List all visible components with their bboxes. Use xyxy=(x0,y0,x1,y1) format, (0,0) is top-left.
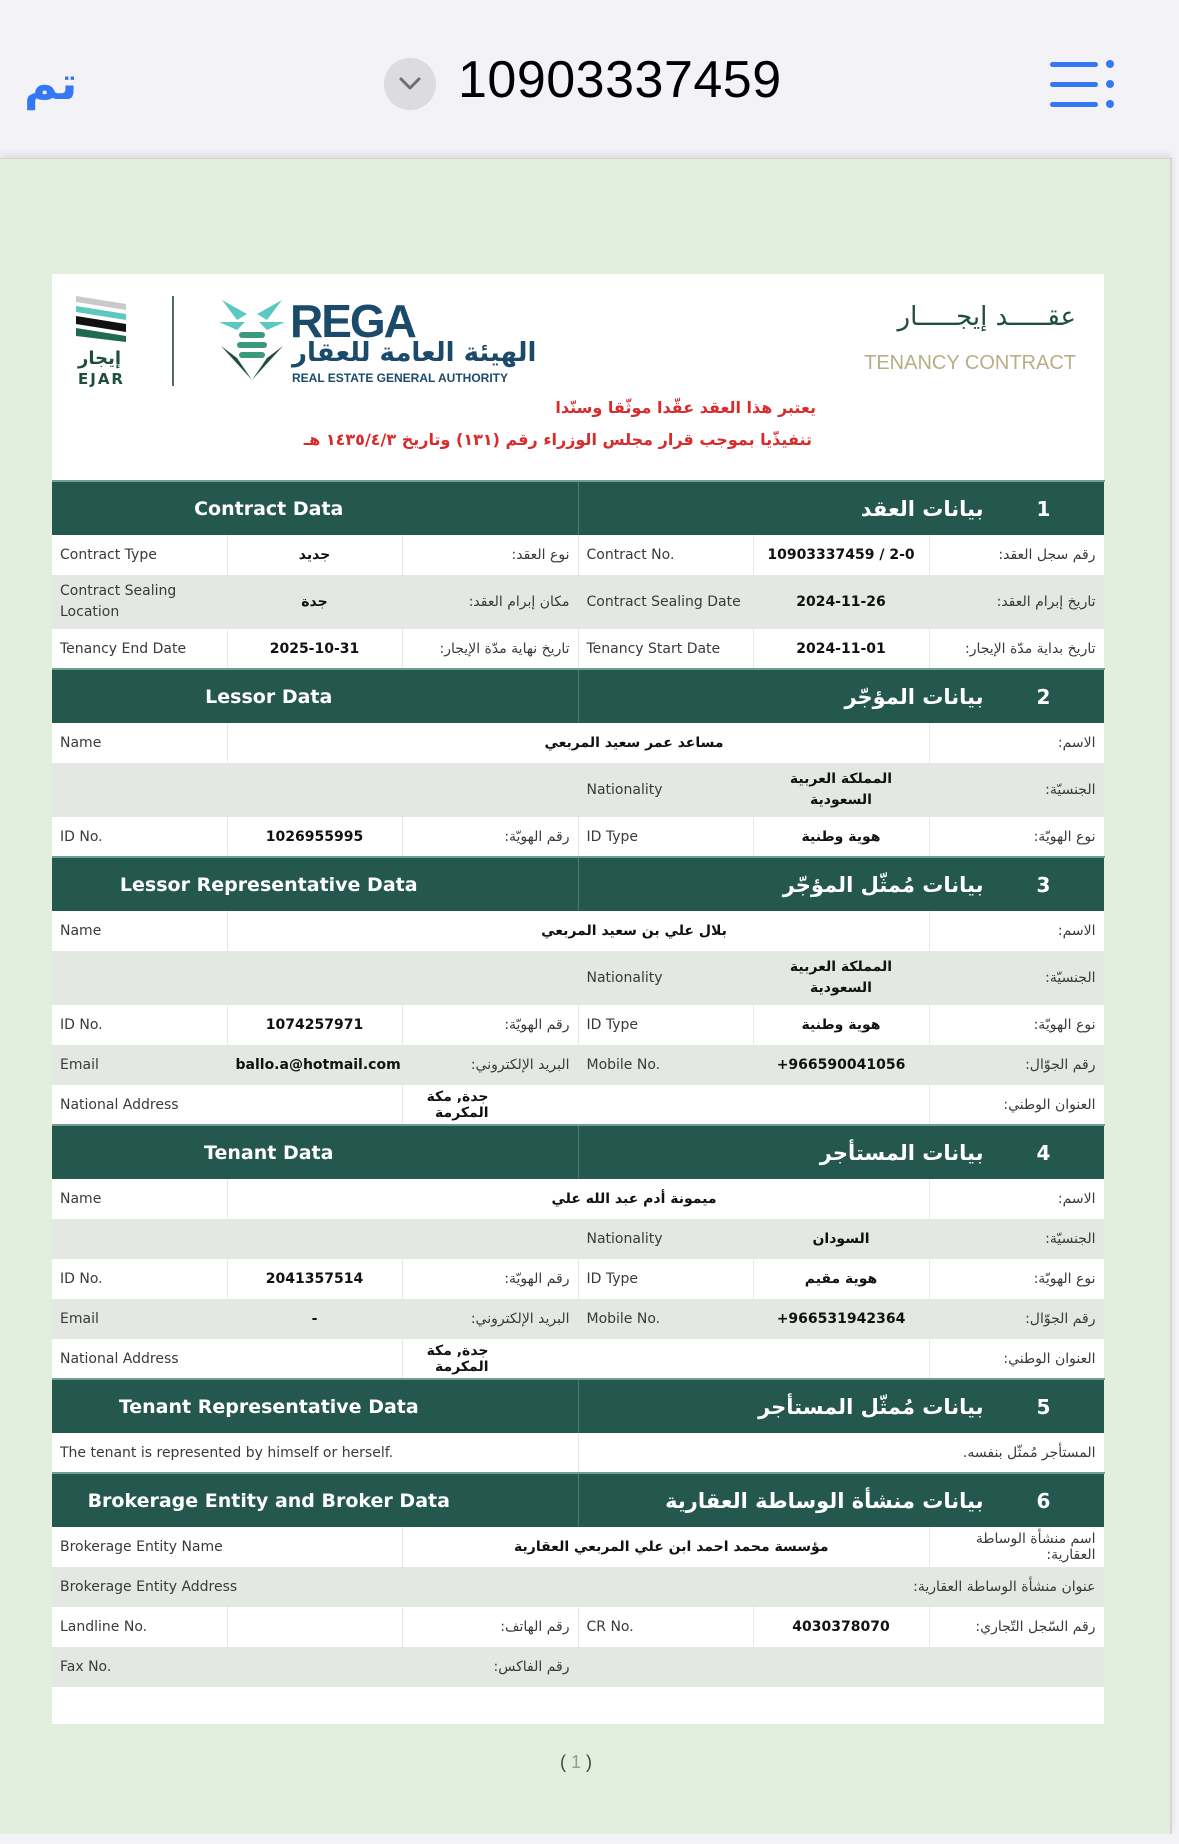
field-label-ar: الاسم: xyxy=(929,1179,1104,1219)
tenant-mobile-value[interactable]: +966531942364 xyxy=(753,1299,929,1339)
field-label-en: Name xyxy=(52,911,227,951)
list-menu-button[interactable] xyxy=(1048,58,1118,110)
section-number: 2 xyxy=(1036,684,1051,709)
section-header-lessor xyxy=(52,669,1104,723)
field-label-ar: العنوان الوطني: xyxy=(929,1339,1104,1379)
section-header-tenant xyxy=(52,1125,1104,1179)
field-label-en: Email xyxy=(52,1299,227,1339)
table-row xyxy=(52,1339,1104,1379)
tenant-email-value: - xyxy=(227,1299,402,1339)
field-label-en: ID Type xyxy=(578,817,753,857)
brokerage-fax-value xyxy=(227,1647,402,1687)
section-title-ar: بيانات المستأجر xyxy=(819,1140,984,1165)
rega-palm-icon xyxy=(217,296,287,382)
field-label-en: Tenancy Start Date xyxy=(578,629,753,669)
ejar-logo-ar: إيجار xyxy=(78,348,122,369)
rega-logo-en: REGA xyxy=(290,295,415,347)
section-header-tenant-rep xyxy=(52,1379,1104,1433)
field-label-ar: رقم السّجل التّجاري: xyxy=(929,1607,1104,1647)
table-row xyxy=(52,1005,1104,1045)
section-title-en: Brokerage Entity and Broker Data xyxy=(52,1473,578,1527)
section-title-ar: بيانات منشأة الوساطة العقارية xyxy=(665,1488,984,1513)
page-number-value: 1 xyxy=(571,1752,582,1772)
field-label-en: National Address xyxy=(52,1085,402,1125)
contract-title-ar: عقـــــد إيجـــــار xyxy=(897,302,1076,332)
section-number: 4 xyxy=(1036,1140,1051,1165)
field-label-ar: رقم الهويّة: xyxy=(402,1005,578,1045)
lessor-name-value: مساعد عمر سعيد المربعي xyxy=(227,723,929,763)
table-row xyxy=(52,1647,1104,1687)
field-label-en: Contract No. xyxy=(578,535,753,575)
field-label-en: Tenancy End Date xyxy=(52,629,227,669)
field-label-ar: العنوان الوطني: xyxy=(929,1085,1104,1125)
table-row xyxy=(52,1085,1104,1125)
field-label-en: Landline No. xyxy=(52,1607,227,1647)
field-label-ar: تاريخ إبرام العقد: xyxy=(929,575,1104,629)
rega-logo-ar: الهيئة العامة للعقار xyxy=(292,338,537,368)
table-row xyxy=(52,1567,1104,1607)
section-number: 5 xyxy=(1036,1394,1051,1419)
table-row xyxy=(52,1607,1104,1647)
legal-notice-line1: يعتبر هذا العقد عقّدا موثّقا وسنّدا xyxy=(555,398,816,417)
field-label-ar: الجنسيّة: xyxy=(929,951,1104,1005)
rega-logo-subtitle: REAL ESTATE GENERAL AUTHORITY xyxy=(292,371,509,385)
end-date-value: 2025-10-31 xyxy=(227,629,402,669)
section-header-contract xyxy=(52,481,1104,535)
field-label-ar: رقم سجل العقد: xyxy=(929,535,1104,575)
section-title-ar: بيانات مُمثّل المؤجّر xyxy=(782,872,984,897)
table-row xyxy=(52,1219,1104,1259)
field-label-ar: نوع الهويّة: xyxy=(929,1259,1104,1299)
lessor-rep-email-value[interactable]: ballo.a@hotmail.com xyxy=(227,1045,402,1085)
field-label-en: Name xyxy=(52,1179,227,1219)
logo-divider xyxy=(172,296,174,386)
field-label-en: Contract Sealing Location xyxy=(52,575,227,629)
brokerage-landline-value xyxy=(227,1607,402,1647)
contract-page xyxy=(52,274,1104,1724)
contract-type-value: جديد xyxy=(227,535,402,575)
tenant-rep-note-ar: المستأجر مُمثّل بنفسه. xyxy=(578,1433,1104,1473)
contract-title-en: TENANCY CONTRACT xyxy=(864,352,1076,374)
tenant-name-value: ميمونة أدم عبد الله علي xyxy=(227,1179,929,1219)
tenant-address-value: جدة, مكة المكرمة xyxy=(402,1339,929,1379)
field-label-en: Nationality xyxy=(578,951,753,1005)
section-number: 1 xyxy=(1036,496,1051,521)
section-title-en: Lessor Data xyxy=(52,669,578,723)
section-header-lessor-rep xyxy=(52,857,1104,911)
table-row xyxy=(52,951,1104,1005)
field-label-en: Mobile No. xyxy=(578,1299,753,1339)
lessor-rep-nationality-value: المملكة العربية السعودية xyxy=(753,951,929,1005)
top-bar xyxy=(0,0,1179,158)
table-row xyxy=(52,911,1104,951)
field-label-en: ID No. xyxy=(52,817,227,857)
contract-header xyxy=(52,274,1104,480)
brokerage-name-value: مؤسسة محمد احمد ابن علي المربعي العقارية xyxy=(402,1527,929,1567)
table-row xyxy=(52,629,1104,669)
section-header-brokerage xyxy=(52,1473,1104,1527)
tenant-id-type-value: هوية مقيم xyxy=(753,1259,929,1299)
field-label-ar: رقم الجوّال: xyxy=(929,1045,1104,1085)
field-label-ar: الجنسيّة: xyxy=(929,763,1104,817)
field-label-en: Nationality xyxy=(578,763,753,817)
field-label-en: Brokerage Entity Address xyxy=(52,1567,402,1607)
section-title-ar: بيانات العقد xyxy=(860,496,984,521)
sealing-date-value: 2024-11-26 xyxy=(753,575,929,629)
title-menu-button[interactable] xyxy=(384,58,436,110)
field-label-en: Fax No. xyxy=(52,1647,227,1687)
tenant-rep-note-en: The tenant is represented by himself or herself. xyxy=(52,1433,578,1473)
field-label-ar: نوع الهويّة: xyxy=(929,817,1104,857)
table-row xyxy=(52,1527,1104,1567)
table-row xyxy=(52,817,1104,857)
lessor-rep-name-value: بلال علي بن سعيد المربعي xyxy=(227,911,929,951)
lessor-rep-mobile-value[interactable]: +966590041056 xyxy=(753,1045,929,1085)
section-number: 6 xyxy=(1036,1488,1051,1513)
field-label-en: Brokerage Entity Name xyxy=(52,1527,402,1567)
done-button[interactable]: تم xyxy=(24,56,78,110)
lessor-rep-id-value: 1074257971 xyxy=(227,1005,402,1045)
field-label-ar: اسم منشأة الوساطة العقارية: xyxy=(929,1527,1104,1567)
table-row xyxy=(52,1045,1104,1085)
table-row xyxy=(52,723,1104,763)
field-label-en: Mobile No. xyxy=(578,1045,753,1085)
field-label-ar: تاريخ نهاية مدّة الإيجار: xyxy=(402,629,578,669)
table-row xyxy=(52,575,1104,629)
sealing-location-value: جدة xyxy=(227,575,402,629)
field-label-ar: البريد الإلكتروني: xyxy=(402,1045,578,1085)
contract-number-value: 10903337459 / 2-0 xyxy=(753,535,929,575)
legal-notice-line2: تنفيذّيا بموجب قرار مجلس الوزراء رقم (١٣١) وتاريخ ١٤٣٥/٤/٣ هـ xyxy=(303,430,812,449)
section-title-ar: بيانات المؤجّر xyxy=(844,684,984,709)
field-label-ar: الاسم: xyxy=(929,723,1104,763)
section-title-en: Contract Data xyxy=(52,481,578,535)
field-label-ar: رقم الهاتف: xyxy=(402,1607,578,1647)
field-label-en: ID Type xyxy=(578,1259,753,1299)
tenant-nationality-value: السودان xyxy=(753,1219,929,1259)
field-label-ar: رقم الفاكس: xyxy=(402,1647,578,1687)
table-row xyxy=(52,535,1104,575)
field-label-en: Name xyxy=(52,723,227,763)
document-title: 10903337459 xyxy=(458,51,782,109)
field-label-ar: مكان إبرام العقد: xyxy=(402,575,578,629)
lessor-rep-address-value: جدة, مكة المكرمة xyxy=(402,1085,929,1125)
start-date-value: 2024-11-01 xyxy=(753,629,929,669)
contract-table xyxy=(52,480,1105,1687)
field-label-ar: نوع الهويّة: xyxy=(929,1005,1104,1045)
section-title-en: Tenant Representative Data xyxy=(52,1379,578,1433)
section-title-en: Lessor Representative Data xyxy=(52,857,578,911)
field-label-en: CR No. xyxy=(578,1607,753,1647)
field-label-ar: رقم الهويّة: xyxy=(402,817,578,857)
ejar-logo-en: EJAR xyxy=(78,370,125,388)
table-row xyxy=(52,763,1104,817)
field-label-ar: الاسم: xyxy=(929,911,1104,951)
field-label-en: Contract Type xyxy=(52,535,227,575)
field-label-ar: نوع العقد: xyxy=(402,535,578,575)
lessor-id-value: 1026955995 xyxy=(227,817,402,857)
field-label-ar: الجنسيّة: xyxy=(929,1219,1104,1259)
table-row xyxy=(52,1433,1104,1473)
field-label-en: ID No. xyxy=(52,1005,227,1045)
field-label-ar: رقم الجوّال: xyxy=(929,1299,1104,1339)
brokerage-address-value xyxy=(402,1567,753,1607)
lessor-nationality-value: المملكة العربية السعودية xyxy=(753,763,929,817)
field-label-en: ID Type xyxy=(578,1005,753,1045)
field-label-en: National Address xyxy=(52,1339,402,1379)
table-row xyxy=(52,1299,1104,1339)
brokerage-cr-value: 4030378070 xyxy=(753,1607,929,1647)
field-label-en: Nationality xyxy=(578,1219,753,1259)
field-label-ar: عنوان منشأة الوساطة العقارية: xyxy=(753,1567,1104,1607)
page-number: ( 1 ) xyxy=(560,1752,593,1772)
table-row xyxy=(52,1179,1104,1219)
list-menu-icon xyxy=(1048,58,1118,110)
table-row xyxy=(52,1259,1104,1299)
field-label-ar: تاريخ بداية مدّة الإيجار: xyxy=(929,629,1104,669)
field-label-en: Email xyxy=(52,1045,227,1085)
field-label-en: Contract Sealing Date xyxy=(578,575,753,629)
tenant-id-value: 2041357514 xyxy=(227,1259,402,1299)
section-title-en: Tenant Data xyxy=(52,1125,578,1179)
chevron-down-icon xyxy=(398,76,422,92)
lessor-id-type-value: هوية وطنية xyxy=(753,817,929,857)
lessor-rep-id-type-value: هوية وطنية xyxy=(753,1005,929,1045)
section-title-ar: بيانات مُمثّل المستأجر xyxy=(758,1394,984,1419)
section-number: 3 xyxy=(1036,872,1051,897)
field-label-en: ID No. xyxy=(52,1259,227,1299)
field-label-ar: رقم الهويّة: xyxy=(402,1259,578,1299)
field-label-ar: البريد الإلكتروني: xyxy=(402,1299,578,1339)
